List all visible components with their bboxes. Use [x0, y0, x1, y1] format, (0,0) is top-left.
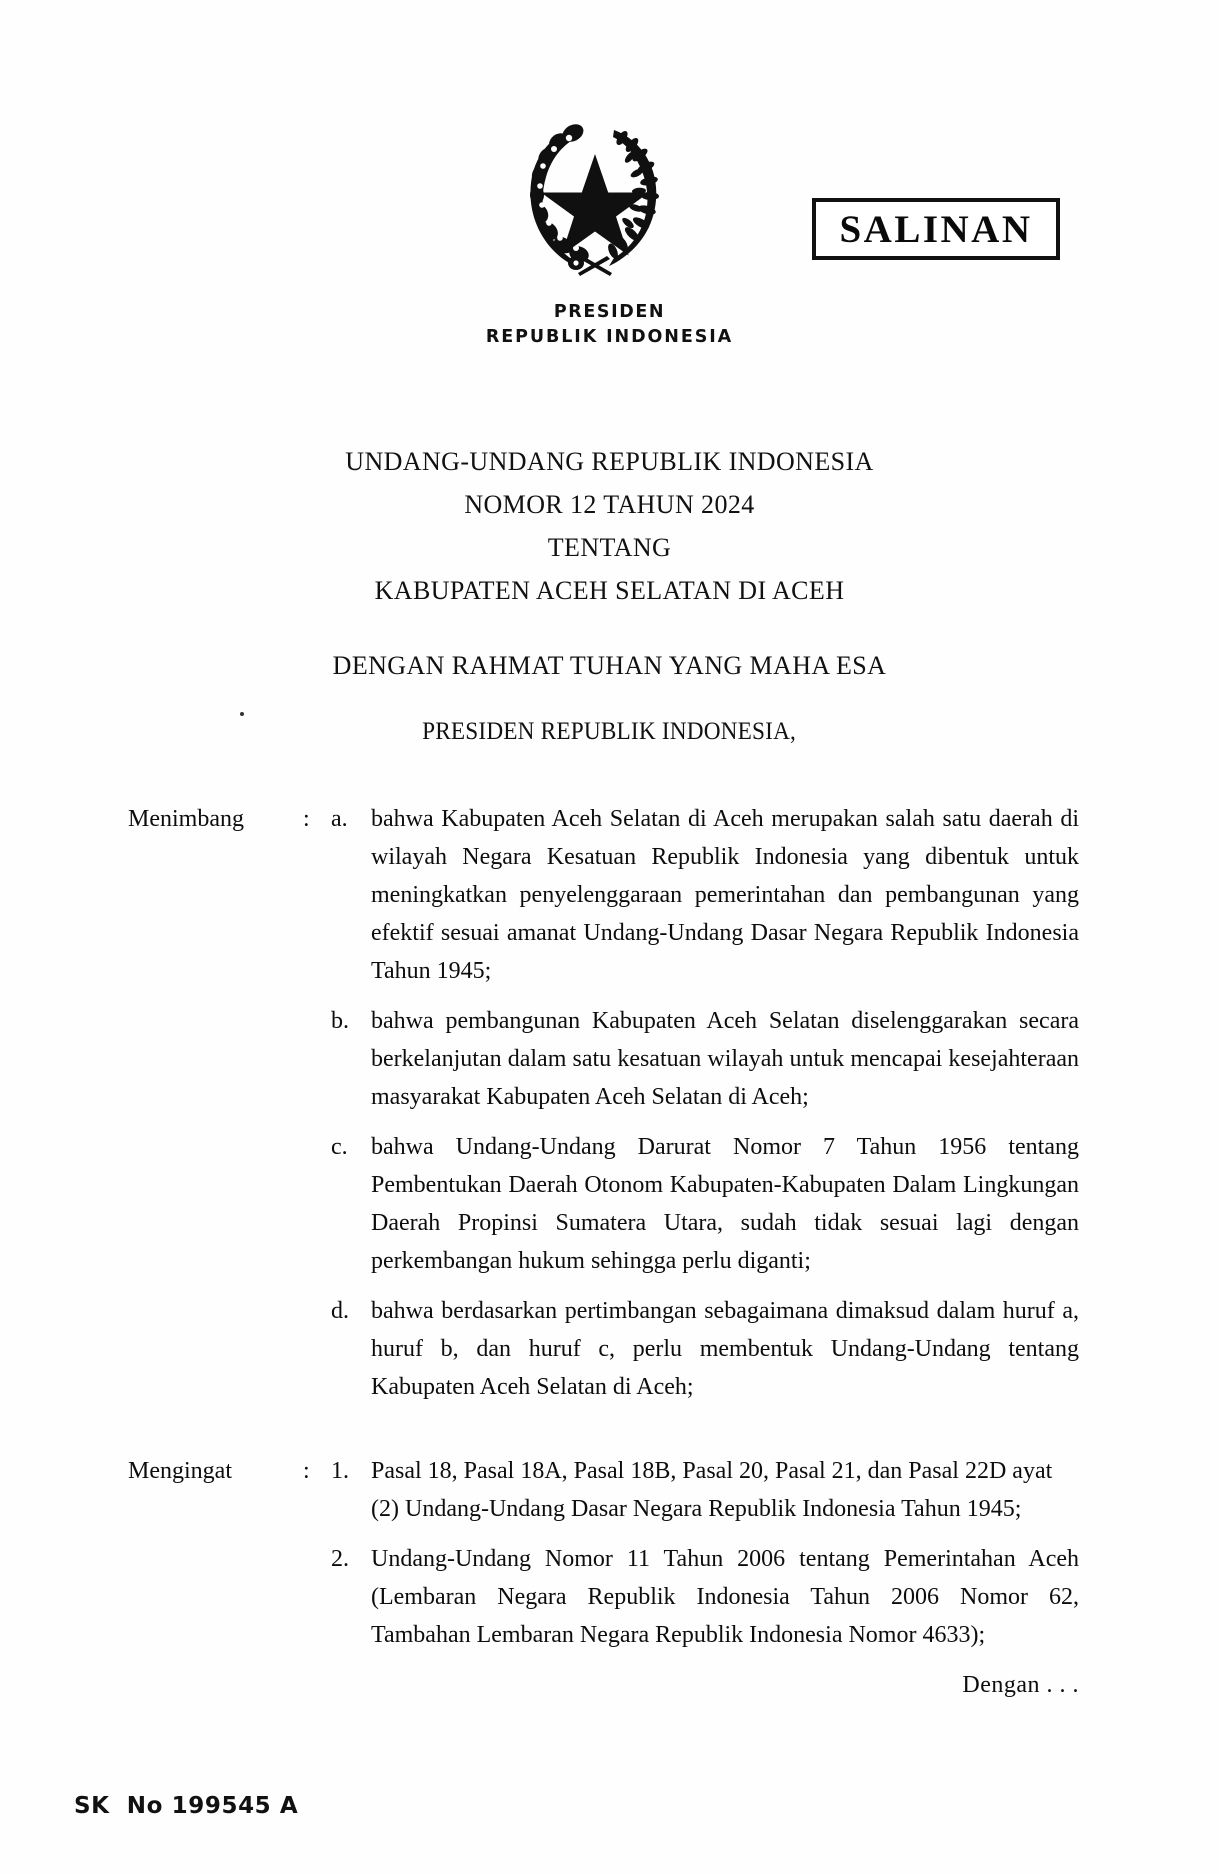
- preamble-signatory-line: [0, 718, 1219, 746]
- item-text: bahwa Undang-Undang Darurat Nomor 7 Tahun 1956 tentang Pembentukan Daerah Otonom Kabupaten-Kabupaten Dalam Lingkungan Daerah Propinsi Sumatera Utara, sudah tidak sesuai lagi dengan perkembangan hukum sehingga perlu diganti;: [371, 1134, 1079, 1274]
- preamble-signatory-text: PRESIDEN REPUBLIK INDONESIA,: [422, 718, 797, 745]
- clause-label-mengingat: Mengingat: [128, 1458, 232, 1484]
- clause-label-menimbang: Menimbang: [128, 806, 244, 832]
- document-header: [0, 95, 1219, 375]
- item-text: bahwa pembangunan Kabupaten Aceh Selatan diselenggarakan secara berkelanjutan dalam satu kesatuan wilayah untuk mencapai kesejahteraan masyarakat Kabupaten Aceh Selatan di Aceh;: [371, 1008, 1079, 1110]
- list-item: [331, 800, 1079, 990]
- page-catchword: Dengan . . .: [962, 1672, 1079, 1698]
- salinan-stamp: [812, 198, 1060, 260]
- title-tentang: TENTANG: [547, 533, 672, 562]
- item-marker: 2.: [331, 1546, 349, 1572]
- item-text: bahwa berdasarkan pertimbangan sebagaimana dimaksud dalam huruf a, huruf b, dan huruf c, perlu membentuk Undang-Undang tentang Kabupaten Aceh Selatan di Aceh;: [371, 1298, 1079, 1400]
- caption-line-republik-indonesia: REPUBLIK INDONESIA: [485, 327, 734, 347]
- item-marker: 1.: [331, 1458, 349, 1484]
- list-item: [331, 1452, 1079, 1528]
- salinan-stamp-label: SALINAN: [839, 207, 1033, 251]
- garuda-star-wreath-emblem: [510, 113, 680, 283]
- item-text: bahwa Kabupaten Aceh Selatan di Aceh merupakan salah satu daerah di wilayah Negara Kesatuan Republik Indonesia yang dibentuk untuk meningkatkan penyelenggaraan pemerintahan dan pembangunan yang efektif sesuai amanat Undang-Undang Dasar Negara Republik Indonesia Tahun 1945;: [371, 806, 1079, 984]
- title-law-name: UNDANG-UNDANG REPUBLIK INDONESIA: [345, 447, 874, 476]
- item-text: Undang-Undang Nomor 11 Tahun 2006 tentang Pemerintahan Aceh (Lembaran Negara Republik Indonesia Tahun 2006 Nomor 62, Tambahan Lembaran Negara Republik Indonesia Nomor 4633);: [371, 1546, 1079, 1648]
- clause-group-spacer: [0, 1406, 1219, 1452]
- document-title-block: [0, 440, 1219, 687]
- clause-row-mengingat: [0, 1452, 1219, 1654]
- title-subject: KABUPATEN ACEH SELATAN DI ACEH: [374, 576, 845, 605]
- item-marker: a.: [331, 806, 348, 832]
- clause-colon-mengingat: :: [303, 1458, 310, 1484]
- clause-items-menimbang: [331, 800, 1219, 1406]
- title-invocation: DENGAN RAHMAT TUHAN YANG MAHA ESA: [332, 651, 887, 680]
- item-marker: c.: [331, 1134, 348, 1160]
- list-item: [331, 1540, 1079, 1654]
- item-marker: b.: [331, 1008, 349, 1034]
- clause-items-mengingat: [331, 1452, 1219, 1654]
- title-law-number: NOMOR 12 TAHUN 2024: [464, 490, 755, 519]
- clause-row-menimbang: [0, 800, 1219, 1406]
- caption-line-presiden: PRESIDEN: [553, 302, 666, 322]
- clause-colon-menimbang: :: [303, 806, 310, 832]
- list-item: [331, 1002, 1079, 1116]
- scan-speck: [240, 712, 244, 716]
- list-item: [331, 1292, 1079, 1406]
- sk-number-footer: SK No 199545 A: [74, 1793, 299, 1819]
- list-item: [331, 1128, 1079, 1280]
- item-text: Pasal 18, Pasal 18A, Pasal 18B, Pasal 20, Pasal 21, dan Pasal 22D ayat (2) Undang-Undang Dasar Negara Republik Indonesia Tahun 1945;: [371, 1458, 1053, 1522]
- item-marker: d.: [331, 1298, 349, 1324]
- president-republic-caption: [0, 300, 1219, 350]
- clause-area: [0, 800, 1219, 1654]
